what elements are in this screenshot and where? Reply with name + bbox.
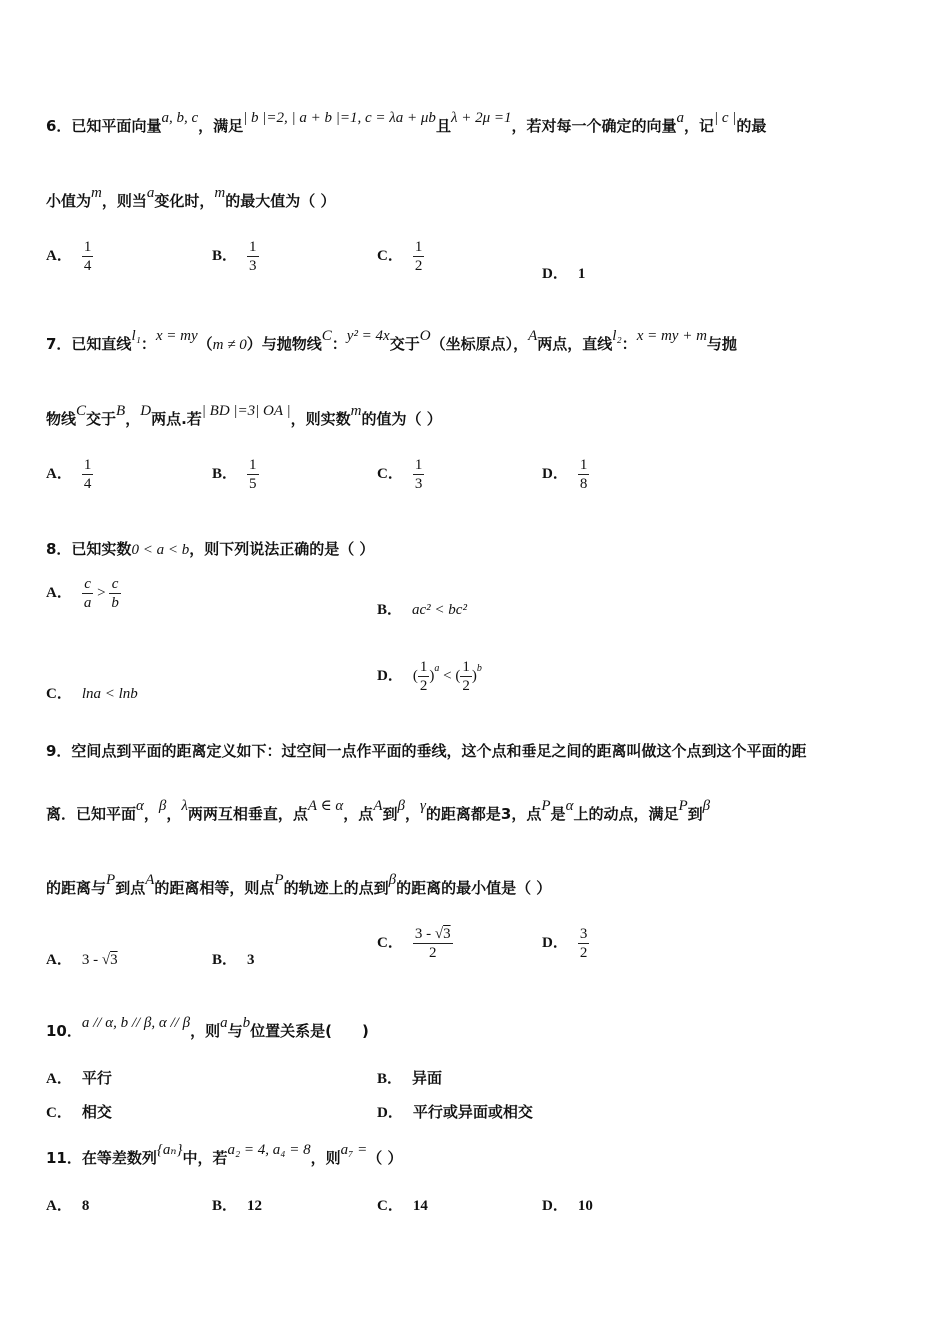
q7-line1 — [46, 328, 910, 354]
q9-option-c[interactable] — [377, 925, 453, 962]
fraction — [460, 658, 472, 695]
q11-option-c[interactable] — [377, 1194, 428, 1215]
fraction — [413, 456, 425, 493]
radicand: 3 — [443, 926, 451, 942]
q9-math-gamma: γ — [420, 798, 426, 814]
numerator: 1 — [414, 239, 423, 255]
q9-math-P: P — [106, 872, 116, 888]
q9-text: 的距离与 — [46, 879, 107, 897]
denominator: 2 — [462, 678, 470, 694]
denominator: 2 — [419, 678, 428, 694]
fraction — [418, 658, 430, 695]
q9-text: 到 — [382, 805, 398, 823]
q6-option-c[interactable] — [377, 238, 424, 275]
numerator-text: 3 - — [414, 926, 435, 942]
q7-math-O: O — [419, 328, 431, 344]
denominator: b — [111, 595, 119, 611]
q10-option-c[interactable] — [46, 1101, 112, 1122]
q6-option-b[interactable] — [212, 238, 259, 275]
q7-math-bd: | BD |=3| OA | — [201, 403, 291, 419]
denominator: 4 — [83, 476, 92, 492]
q6-text: 变化时， — [154, 192, 215, 210]
q7-math-l1: l₁ — [131, 328, 141, 344]
option-label: C． — [46, 686, 72, 702]
q7-math-eq1: x = my — [155, 328, 198, 344]
q7-text: ）与抛物线 — [246, 335, 322, 353]
q9-option-d[interactable] — [542, 925, 589, 962]
numerator: 1 — [462, 659, 470, 675]
q9-math-lambda: λ — [181, 798, 188, 814]
numerator — [413, 925, 453, 944]
option-label: D． — [542, 266, 568, 282]
q11-math-sequence: {aₙ} — [156, 1142, 183, 1158]
q7-text: ： — [331, 335, 347, 353]
q6-text: 的最 — [736, 117, 767, 135]
q9-line1: 9．空间点到平面的距离定义如下：过空间一点作平面的垂线，这个点和垂足之间的距离叫做这个点到这个平面的距 — [46, 742, 807, 760]
q7-math-D: D — [140, 403, 152, 419]
q11-option-a[interactable] — [46, 1194, 89, 1215]
q8-option-a[interactable] — [46, 575, 121, 612]
q9-text: 的距离相等，则点 — [154, 879, 275, 897]
numerator: 1 — [249, 239, 257, 255]
fraction — [247, 238, 259, 275]
option-value: 1 — [577, 266, 586, 282]
q10-math-a: a — [220, 1015, 228, 1031]
q6-math-a: a — [146, 185, 155, 201]
q8-math-ineq: 0 < a < b — [131, 542, 190, 558]
option-label: D． — [542, 934, 568, 951]
q9-math-beta: β — [397, 798, 405, 814]
q9-math-P: P — [541, 798, 551, 814]
q7-text: （ — [197, 335, 213, 353]
denominator: 2 — [428, 945, 437, 961]
q9-text: 是 — [550, 805, 566, 823]
denominator: 2 — [579, 945, 588, 961]
option-value: 异面 — [412, 1069, 443, 1087]
q11-option-b[interactable] — [212, 1194, 262, 1215]
q7-math-mne: m ≠ 0 — [212, 337, 247, 353]
fraction — [413, 238, 425, 275]
q7-text: 的值为（ ） — [361, 410, 442, 428]
exponent: a — [434, 662, 440, 674]
q10-line — [46, 1015, 910, 1041]
q7-math-B: B — [116, 403, 126, 419]
option-label: A． — [46, 247, 72, 264]
q6-line1 — [46, 110, 910, 136]
numerator: 1 — [83, 239, 92, 255]
q10-option-a[interactable] — [46, 1067, 112, 1088]
q7-math-C: C — [321, 328, 332, 344]
q9-text: 到点 — [115, 879, 146, 897]
q7-math-l2: l₂ — [612, 328, 622, 344]
fraction — [109, 575, 121, 612]
numerator: c — [109, 575, 121, 594]
q9-text: 离．已知平面 — [46, 805, 137, 823]
exponent: b — [476, 662, 482, 674]
numerator: 1 — [414, 457, 423, 473]
option-value: 14 — [412, 1198, 428, 1214]
q11-option-d[interactable] — [542, 1194, 593, 1215]
q9-text: 上的动点，满足 — [573, 805, 679, 823]
q6-option-a[interactable] — [46, 238, 93, 275]
q9-text: ， — [143, 805, 159, 823]
q9-math-beta: β — [702, 798, 711, 814]
q9-math-a-in-alpha: A ∈ α — [307, 798, 344, 814]
option-label: A． — [46, 584, 72, 601]
sqrt-icon: √ — [434, 926, 444, 942]
fraction — [578, 456, 590, 493]
q10-math-b: b — [242, 1015, 251, 1031]
q8-text: 8．已知实数 — [46, 540, 132, 558]
paren: ( — [412, 667, 418, 684]
q8-option-c[interactable] — [46, 682, 138, 703]
q11-text: 11．在等差数列 — [46, 1149, 157, 1167]
q6-text: 且 — [435, 117, 451, 135]
q9-text: 的距离的最小值是（ ） — [396, 879, 552, 897]
q9-text: ， — [404, 805, 420, 823]
option-label: B． — [212, 952, 238, 968]
q10-text: 与 — [227, 1022, 243, 1040]
q6-math-c: | c | — [714, 110, 737, 126]
q7-line2 — [46, 403, 910, 429]
q6-text: 6．已知平面向量 — [46, 117, 162, 135]
q10-option-d[interactable] — [377, 1101, 533, 1122]
operator: > — [97, 584, 106, 601]
q9-text: ， — [166, 805, 182, 823]
q9-math-P: P — [274, 872, 284, 888]
sqrt-icon: √ — [101, 952, 111, 968]
option-label: B． — [377, 602, 403, 618]
q9-option-a[interactable] — [46, 948, 118, 969]
denominator: a — [83, 595, 92, 611]
option-label: D． — [542, 465, 568, 482]
q9-math-alpha: α — [565, 798, 574, 814]
q8-line — [46, 538, 910, 559]
q7-math-eq2: x = my + m — [636, 328, 707, 344]
option-value: 相交 — [81, 1103, 112, 1121]
q7-text: 物线 — [46, 410, 77, 428]
numerator: 3 — [579, 926, 588, 942]
q8-option-d[interactable] — [377, 658, 482, 695]
q6-math-abc: a, b, c — [161, 110, 199, 126]
option-label: C． — [377, 465, 403, 482]
numerator: c — [82, 575, 94, 594]
option-label: C． — [377, 1198, 403, 1214]
fraction — [413, 925, 453, 962]
q7-math-A: A — [528, 328, 538, 344]
numerator: 1 — [249, 457, 257, 473]
q11-math-a7: a₇ = — [340, 1142, 368, 1158]
q9-math-beta: β — [388, 872, 397, 888]
q7-text: 7．已知直线 — [46, 335, 132, 353]
q7-text: 交于 — [389, 335, 420, 353]
q9-math-A: A — [145, 872, 155, 888]
q7-text: 交于 — [86, 410, 117, 428]
q7-text: 与抛 — [706, 335, 737, 353]
q9-line2 — [46, 798, 910, 824]
q6-text: ，则当 — [101, 192, 147, 210]
q9-option-b[interactable] — [212, 948, 255, 969]
option-value: lna < lnb — [81, 686, 138, 702]
q7-math-parabola: y² = 4x — [346, 328, 390, 344]
q10-text: 位置关系是( ) — [250, 1022, 369, 1040]
option-label: C． — [377, 247, 403, 264]
paren: ) — [429, 667, 435, 684]
option-value: ac² < bc² — [412, 602, 467, 618]
q11-math-condition: a₂ = 4, a₄ = 8 — [227, 1142, 311, 1158]
q6-math-condition: | b |=2, | a + b |=1, c = λa + μb — [243, 110, 436, 126]
option-label: A． — [46, 1198, 72, 1214]
q11-line — [46, 1142, 910, 1168]
q11-text: （ ） — [367, 1149, 403, 1167]
q7-text: 两点，直线 — [537, 335, 613, 353]
q6-text: ，若对每一个确定的向量 — [511, 117, 677, 135]
denominator: 3 — [414, 476, 423, 492]
q6-math-a: a — [676, 110, 684, 126]
denominator: 5 — [249, 476, 257, 492]
option-label: B． — [377, 1071, 403, 1087]
q7-math-m: m — [350, 403, 362, 419]
q9-text: 两两互相垂直，点 — [187, 805, 308, 823]
option-value: 3 - — [81, 952, 102, 968]
paren: ) — [471, 667, 477, 684]
q6-option-d[interactable] — [542, 262, 585, 283]
q7-math-C: C — [76, 403, 87, 419]
q9-math-P: P — [678, 798, 688, 814]
q6-text: 的最大值为（ ） — [225, 192, 336, 210]
radicand: 3 — [110, 952, 118, 968]
fraction — [578, 925, 590, 962]
q6-math-m: m — [91, 185, 102, 201]
q11-text: ，则 — [310, 1149, 341, 1167]
q7-option-d[interactable] — [542, 456, 589, 493]
q7-text: ： — [621, 335, 637, 353]
paren: ( — [455, 667, 461, 684]
option-label: B． — [212, 1198, 238, 1214]
q9-text: 到 — [687, 805, 703, 823]
q6-line2 — [46, 185, 910, 211]
operator: < — [443, 667, 452, 684]
option-label: A． — [46, 465, 72, 482]
option-label: C． — [377, 934, 403, 951]
q9-line3 — [46, 872, 910, 898]
q6-text: ，记 — [684, 117, 715, 135]
option-label: B． — [212, 247, 238, 264]
q9-text: 的距离都是3，点 — [425, 805, 542, 823]
q6-text: ，满足 — [198, 117, 244, 135]
option-label: A． — [46, 952, 72, 968]
q8-text: ，则下列说法正确的是（ ） — [189, 540, 375, 558]
option-label: D． — [377, 667, 403, 684]
q7-text: （坐标原点）， — [430, 335, 529, 353]
q7-option-a[interactable] — [46, 456, 93, 493]
fraction — [82, 575, 94, 612]
option-value: 12 — [247, 1198, 263, 1214]
q10-option-b[interactable] — [377, 1067, 442, 1088]
option-value: 3 — [247, 952, 255, 968]
denominator: 4 — [83, 258, 92, 274]
fraction — [82, 456, 94, 493]
fraction — [82, 238, 94, 275]
q7-text: 两点.若 — [151, 410, 202, 428]
numerator: 1 — [83, 457, 92, 473]
denominator: 8 — [579, 476, 588, 492]
q10-text: ，则 — [190, 1022, 221, 1040]
option-label: A． — [46, 1071, 72, 1087]
option-value: 10 — [577, 1198, 593, 1214]
q8-option-b[interactable] — [377, 598, 467, 619]
option-label: D． — [542, 1198, 568, 1214]
denominator: 3 — [249, 258, 257, 274]
q11-text: 中，若 — [182, 1149, 228, 1167]
q7-text: ： — [140, 335, 156, 353]
denominator: 2 — [414, 258, 423, 274]
q6-math-lambda: λ + 2μ =1 — [450, 110, 512, 126]
q9-math-beta: β — [158, 798, 167, 814]
q9-text: 的轨迹上的点到 — [283, 879, 389, 897]
numerator: 1 — [419, 659, 428, 675]
option-label: C． — [46, 1105, 72, 1121]
option-label: B． — [212, 465, 238, 482]
option-value: 8 — [81, 1198, 90, 1214]
q6-text: 小值为 — [46, 192, 92, 210]
q7-text: ，则实数 — [290, 410, 351, 428]
q7-text: ， — [125, 410, 141, 428]
option-label: D． — [377, 1105, 403, 1121]
numerator: 1 — [579, 457, 588, 473]
fraction — [247, 456, 259, 493]
q9-math-A: A — [373, 798, 383, 814]
q6-math-m: m — [214, 185, 226, 201]
q7-option-b[interactable] — [212, 456, 259, 493]
option-value: 平行或异面或相交 — [412, 1103, 533, 1121]
option-value: 平行 — [81, 1069, 112, 1087]
q9-text: ，点 — [343, 805, 374, 823]
q10-math-condition: a // α, b // β, α // β — [81, 1015, 191, 1031]
q7-option-c[interactable] — [377, 456, 424, 493]
q9-math-alpha: α — [136, 798, 144, 814]
q10-text: 10． — [46, 1022, 82, 1040]
